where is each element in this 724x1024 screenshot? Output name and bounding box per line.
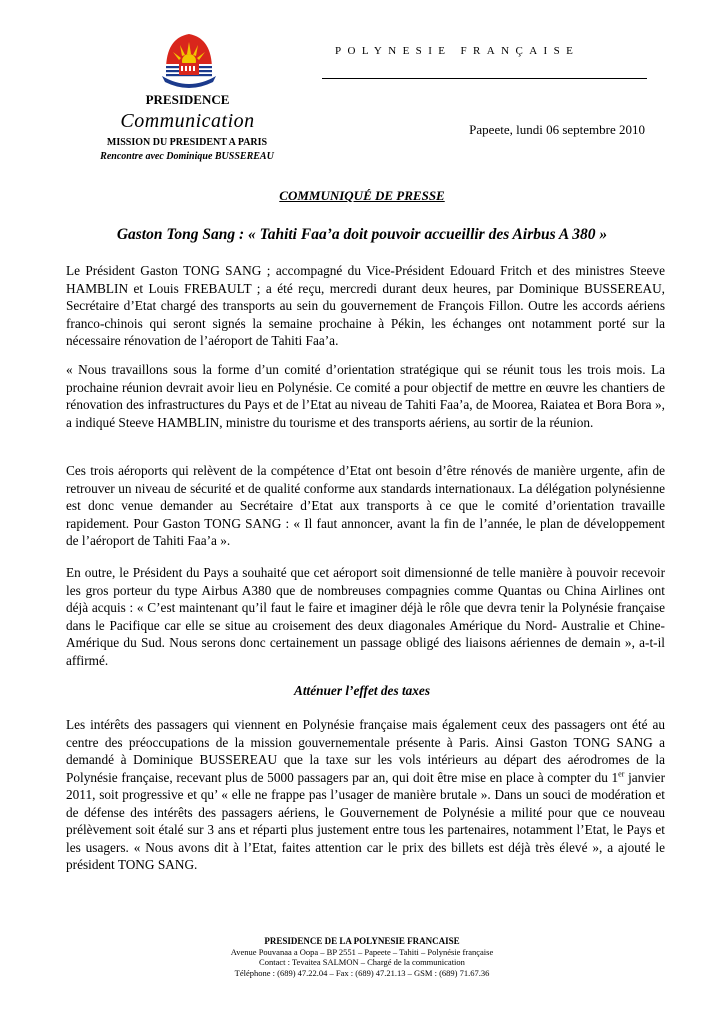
headline: Gaston Tong Sang : « Tahiti Faa’a doit pouvoir accueillir des Airbus A 380 »	[116, 226, 608, 243]
paragraph-4: En outre, le Président du Pays a souhaité que cet aéroport soit dimensionné de telle manière à pouvoir recevoir les gros porteur du type Airbus A380 que de nombreuses compagnies comme Quantas ou China Airlines ont déjà acquis : « C’est maintenant qu’il faut le faire et imaginer déjà le rôle que devra tenir la Polynésie française dans le Pacifique car elle se situe au croisement des deux diagonales Amérique du Nord- Australie et Chine- Amérique du Sud. Nous serons donc certainement un passage obligé des liaisons aériennes de demain », a-t-il affirmé.	[66, 565, 665, 668]
meeting-label: Rencontre avec Dominique BUSSEREAU	[100, 151, 274, 162]
paragraph-1: Le Président Gaston TONG SANG ; accompagné du Vice-Président Edouard Fritch et des ministres Steeve HAMBLIN et Louis FREBAULT ; a été reçu, mercredi durant deux heures, par Dominique BUSSEREAU, Secrétaire d’Etat chargé des transports au sein du gouvernement de François Fillon. Outre les accords aériens franco-chinois qui seront signés la semaine prochaine à Pékin, les échanges ont notamment porté sur la nécessaire rénovation de l’aéroport de Tahiti Faa’a.	[66, 263, 665, 348]
footer-title: PRESIDENCE DE LA POLYNESIE FRANCAISE	[264, 936, 460, 946]
paragraph-2: « Nous travaillons sous la forme d’un comité d’orientation stratégique qui se réunit tous les trois mois. La prochaine réunion devrait avoir lieu en Polynésie. Ce comité a pour objectif de mettre en œuvre les chantiers de rénovation des infrastructures du Pays et de l’Etat au niveau de Tahiti Faa’a, de Moorea, Raiatea et Bora Bora », a indiqué Steeve HAMBLIN, ministre du tourisme et des transports aériens, au sortir de la réunion.	[66, 362, 665, 430]
paragraph-5-part2: janvier 2011, soit progressive et qu’ « elle ne frappe pas l’usager de manière brutale ». Dans un souci de modération et de défense des intérêts des passagers aériens, le Gouvernement de Polynésie a milité pour que ce nouveau prélèvement soit étalé sur 3 ans et réparti plus justement entre tous les partenaires, notamment l’Etat, le Pays et les usagers. « Nous avons dit à l’Etat, faites attention car le prix des billets est déjà très élevé », a ajouté le président TONG SANG.	[66, 769, 665, 872]
footer	[120, 936, 604, 978]
press-release-label: COMMUNIQUÉ DE PRESSE	[279, 188, 445, 203]
footer-contact: Contact : Tevaitea SALMON – Chargé de la communication	[259, 957, 465, 967]
header-divider	[322, 78, 647, 79]
dateline: Papeete, lundi 06 septembre 2010	[469, 122, 645, 137]
presidence-label: PRESIDENCE	[145, 92, 230, 107]
subheading: Atténuer l’effet des taxes	[293, 683, 431, 698]
polynesia-emblem-logo	[158, 30, 220, 92]
footer-phone: Téléphone : (689) 47.22.04 – Fax : (689) 47.21.13 – GSM : (689) 71.67.36	[234, 967, 490, 978]
ordinal-superscript: er	[618, 769, 625, 779]
paragraph-5	[66, 716, 665, 874]
country-heading: POLYNESIE FRANÇAISE	[335, 45, 580, 57]
communication-label: Communication	[120, 110, 255, 132]
footer-address: Avenue Pouvanaa a Oopa – BP 2551 – Papeete – Tahiti – Polynésie française	[230, 946, 494, 957]
paragraph-3: Ces trois aéroports qui relèvent de la compétence d’Etat ont besoin d’être rénovés de manière urgente, afin de retrouver un niveau de sécurité et de qualité conforme aux standards internationaux. La délégation polynésienne est donc venue demander au Secrétaire d’Etat aux transports à ce que le comité d’orientation travaille rapidement. Pour Gaston TONG SANG : « Il faut annoncer, avant la fin de l’année, le plan de développement de l’aéroport de Tahiti Faa’a ».	[66, 463, 665, 548]
mission-label: MISSION DU PRESIDENT A PARIS	[106, 137, 268, 148]
paragraph-5-part1: Les intérêts des passagers qui viennent en Polynésie française mais également ceux des passagers ont été au centre des préoccupations de la mission gouvernementale présente à Paris. Ainsi Gaston TONG SANG a demandé à Dominique BUSSEREAU que la taxe sur les vols intérieurs au départ des aérodromes de la Polynésie française, recevant plus de 5000 passagers par an, qui doit être mise en place à compter du 1	[66, 717, 665, 785]
